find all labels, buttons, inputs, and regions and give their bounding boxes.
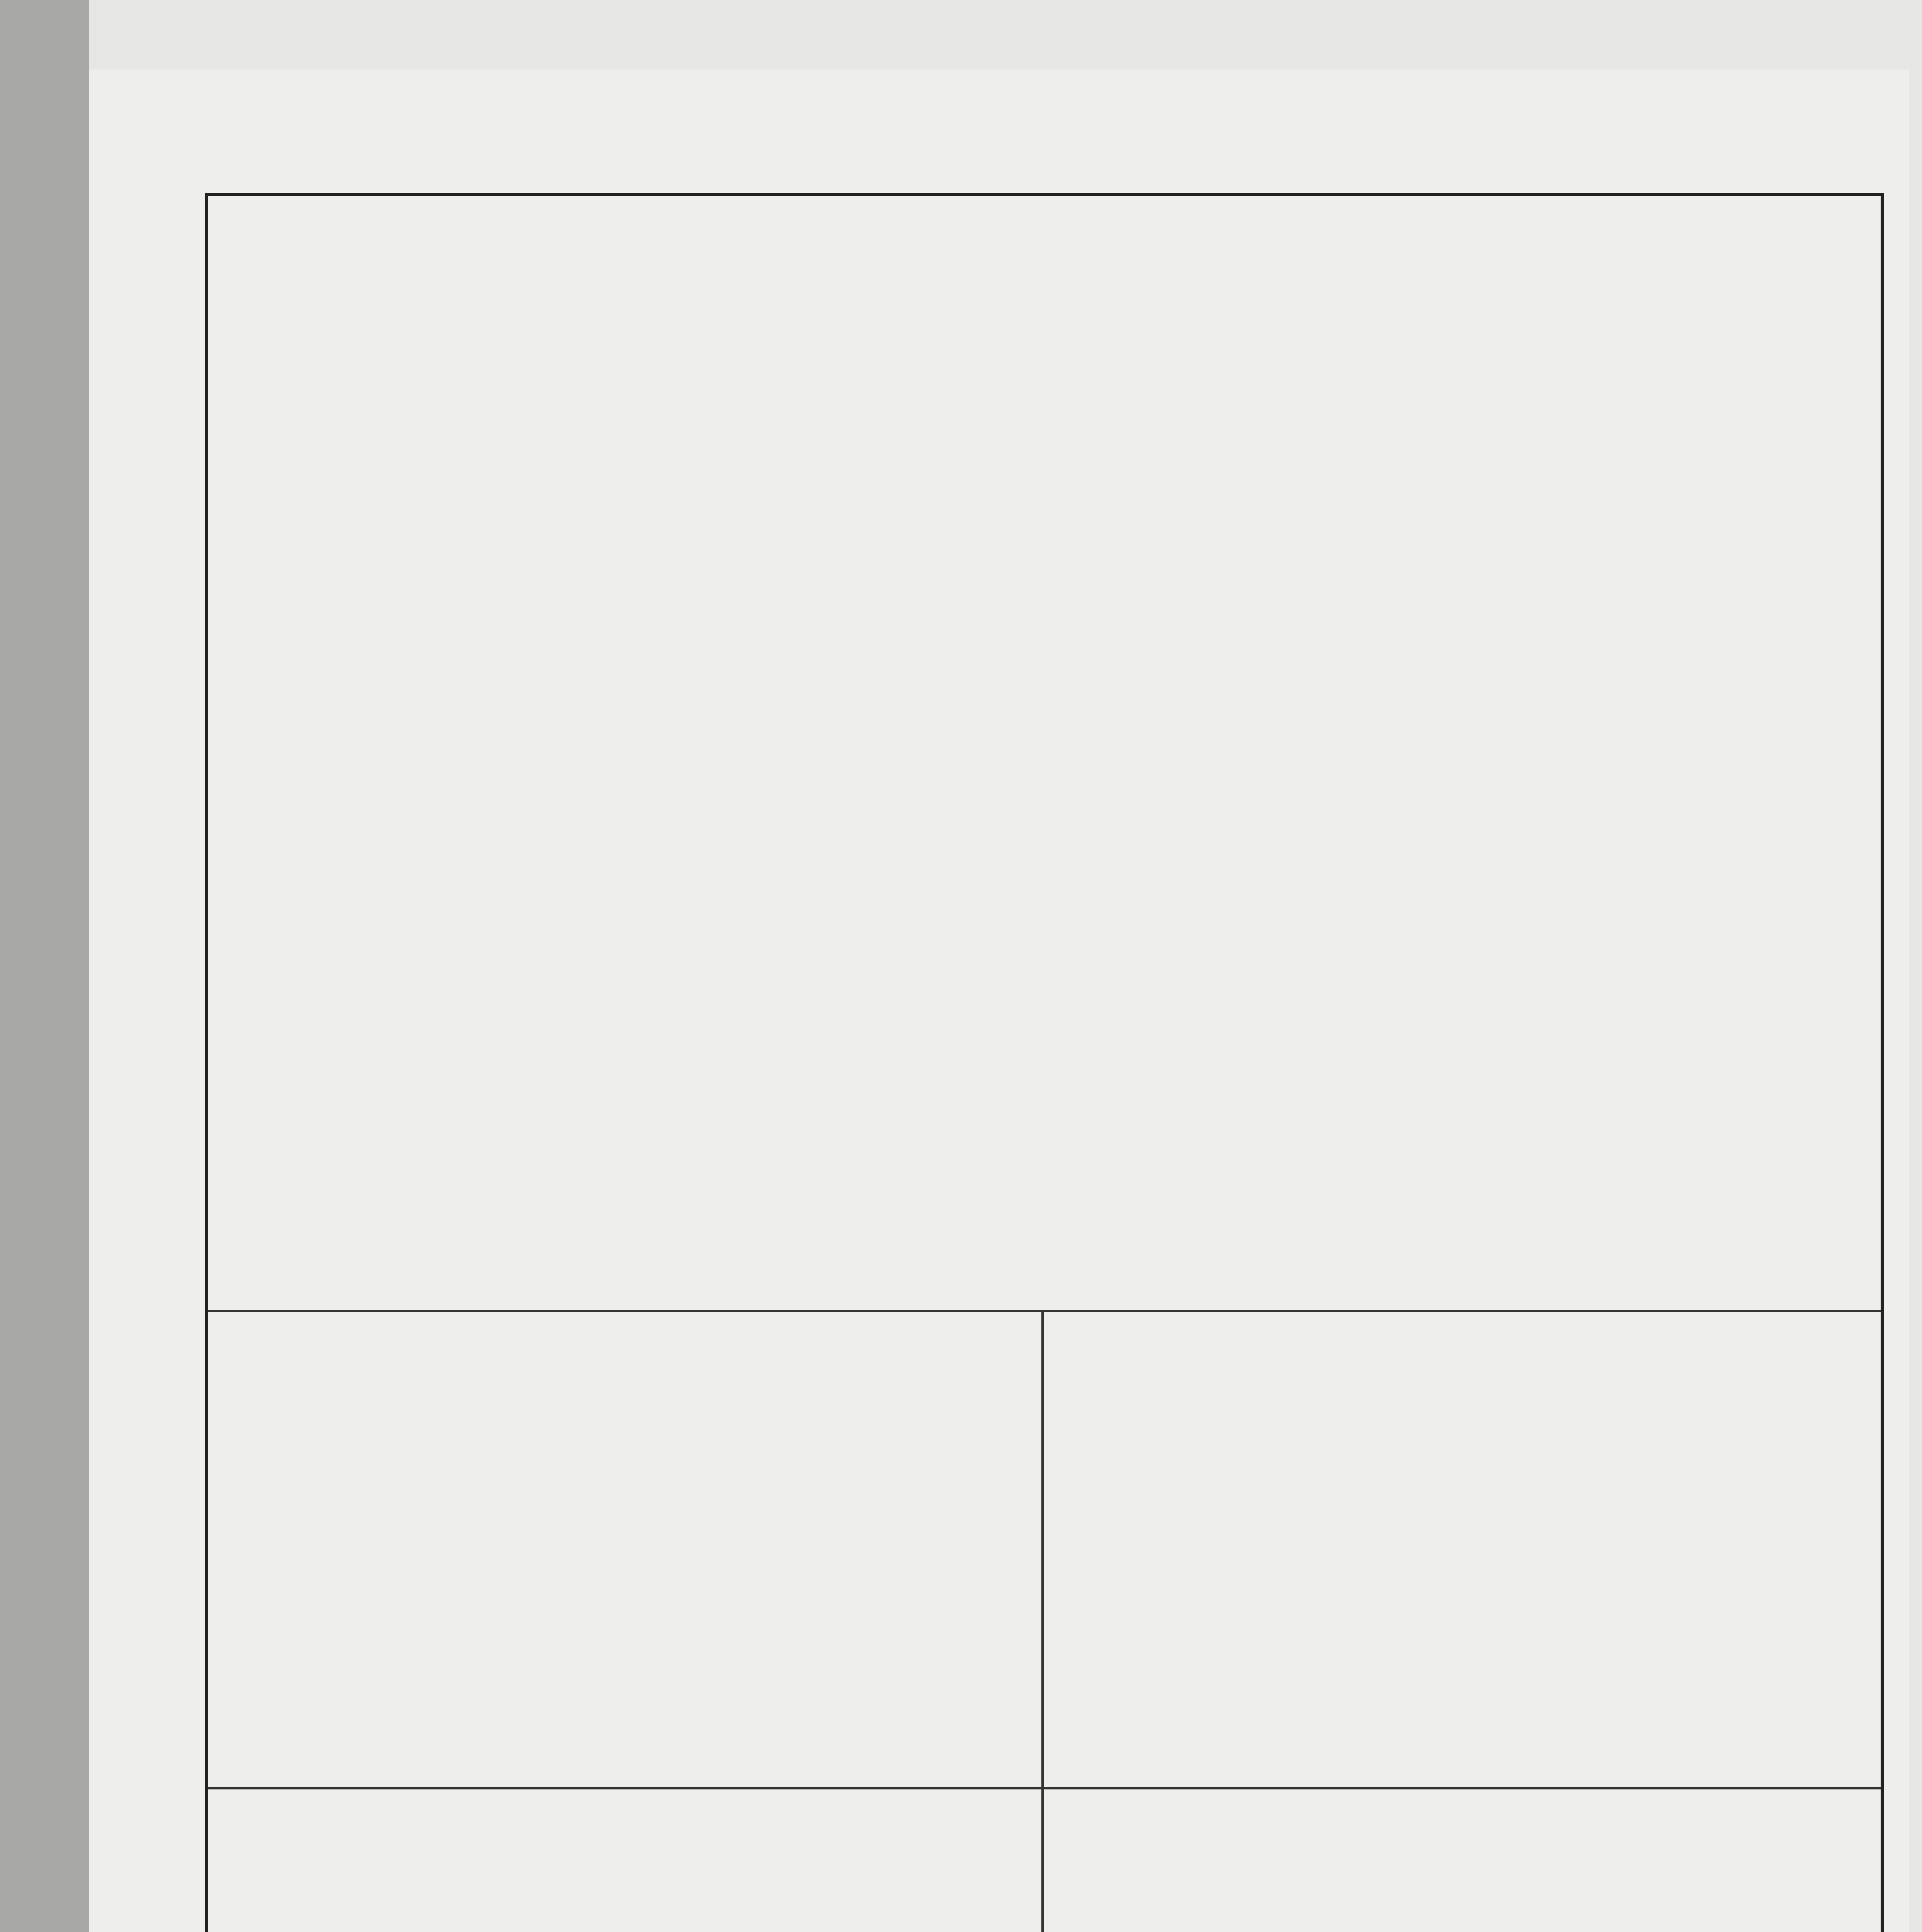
page-frame xyxy=(205,193,1884,1932)
divider xyxy=(1041,1789,1044,1932)
binding-strip xyxy=(0,0,89,1932)
divider xyxy=(208,1310,1881,1312)
divider xyxy=(1041,1312,1044,1787)
divider xyxy=(208,1787,1881,1789)
